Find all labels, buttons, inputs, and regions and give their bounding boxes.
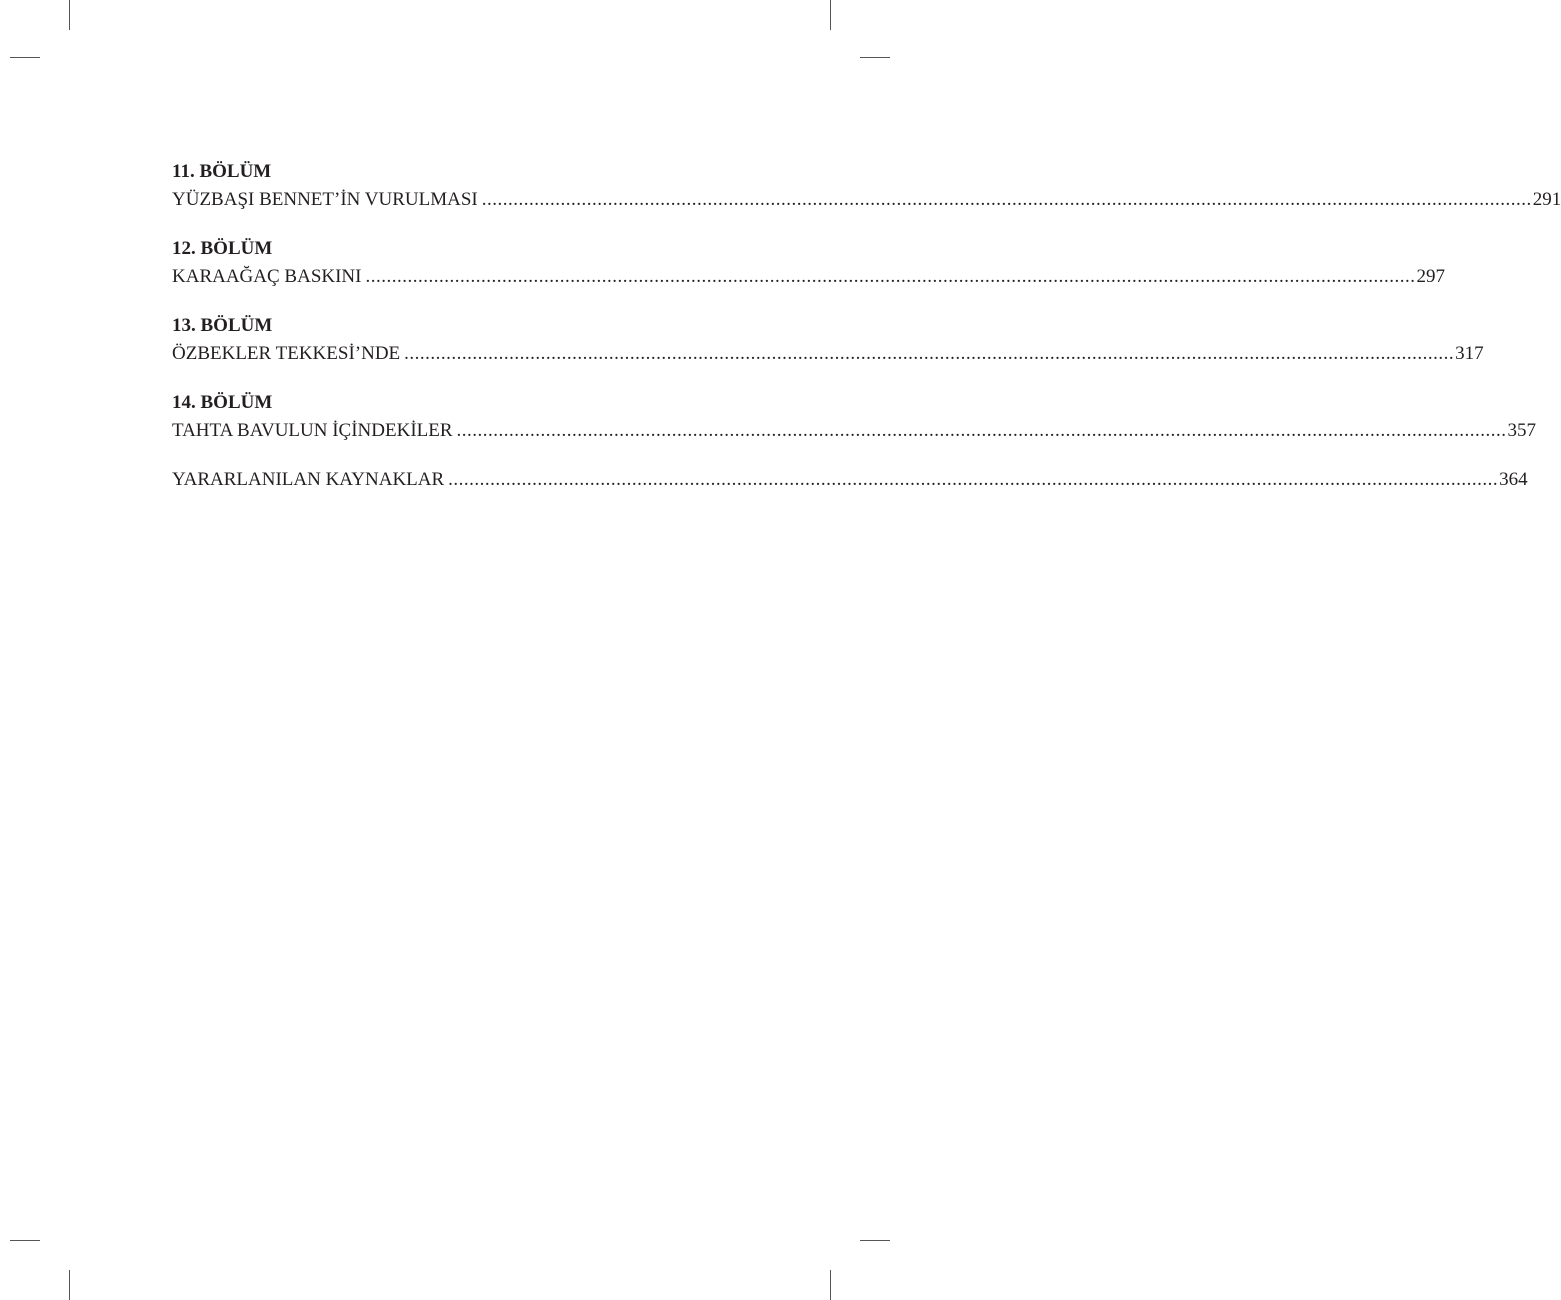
page-number: 297 (1416, 266, 1445, 287)
entry-title: ÖZBEKLER TEKKESİ’NDE (172, 343, 401, 364)
crop-mark-bottom-left-horizontal (10, 1240, 40, 1241)
entry-title: YARARLANILAN KAYNAKLAR (172, 469, 445, 490)
table-of-contents (172, 158, 1561, 494)
page-number: 364 (1499, 469, 1528, 490)
toc-chapter-14 (172, 389, 1537, 445)
dot-leader: ........................................................................................................................................................................................................ (448, 469, 1499, 490)
chapter-label: 12. BÖLÜM (172, 238, 273, 259)
toc-entry[interactable] (172, 340, 1484, 368)
toc-chapter-13 (172, 312, 1484, 368)
page-number: 291 (1532, 189, 1561, 210)
toc-chapter-12 (172, 235, 1445, 291)
entry-title: YÜZBAŞI BENNET’İN VURULMASI (172, 189, 478, 210)
dot-leader: ........................................................................................................................................................................................................ (456, 420, 1507, 441)
chapter-label: 11. BÖLÜM (172, 161, 272, 182)
dot-leader: ........................................................................................................................................................................................................ (481, 189, 1532, 210)
page-number: 317 (1455, 343, 1484, 364)
toc-entry[interactable] (172, 417, 1537, 445)
chapter-label: 14. BÖLÜM (172, 392, 273, 413)
entry-title: TAHTA BAVULUN İÇİNDEKİLER (172, 420, 453, 441)
entry-title: KARAAĞAÇ BASKINI (172, 266, 362, 287)
toc-entry[interactable] (172, 263, 1445, 291)
crop-mark-top-right-vertical (830, 0, 831, 30)
crop-mark-top-left-horizontal (10, 57, 40, 58)
toc-entry-references[interactable] (172, 466, 1528, 494)
dot-leader: ........................................................................................................................................................................................................ (365, 266, 1416, 287)
crop-mark-top-right-horizontal (860, 57, 890, 58)
crop-mark-bottom-right-vertical (830, 1270, 831, 1300)
crop-mark-bottom-left-vertical (69, 1270, 70, 1300)
dot-leader: ........................................................................................................................................................................................................ (404, 343, 1455, 364)
page-number: 357 (1507, 420, 1537, 441)
toc-chapter-11 (172, 158, 1561, 214)
crop-mark-top-left-vertical (69, 0, 70, 30)
toc-entry[interactable] (172, 186, 1561, 214)
chapter-label: 13. BÖLÜM (172, 315, 273, 336)
crop-mark-bottom-right-horizontal (860, 1240, 890, 1241)
